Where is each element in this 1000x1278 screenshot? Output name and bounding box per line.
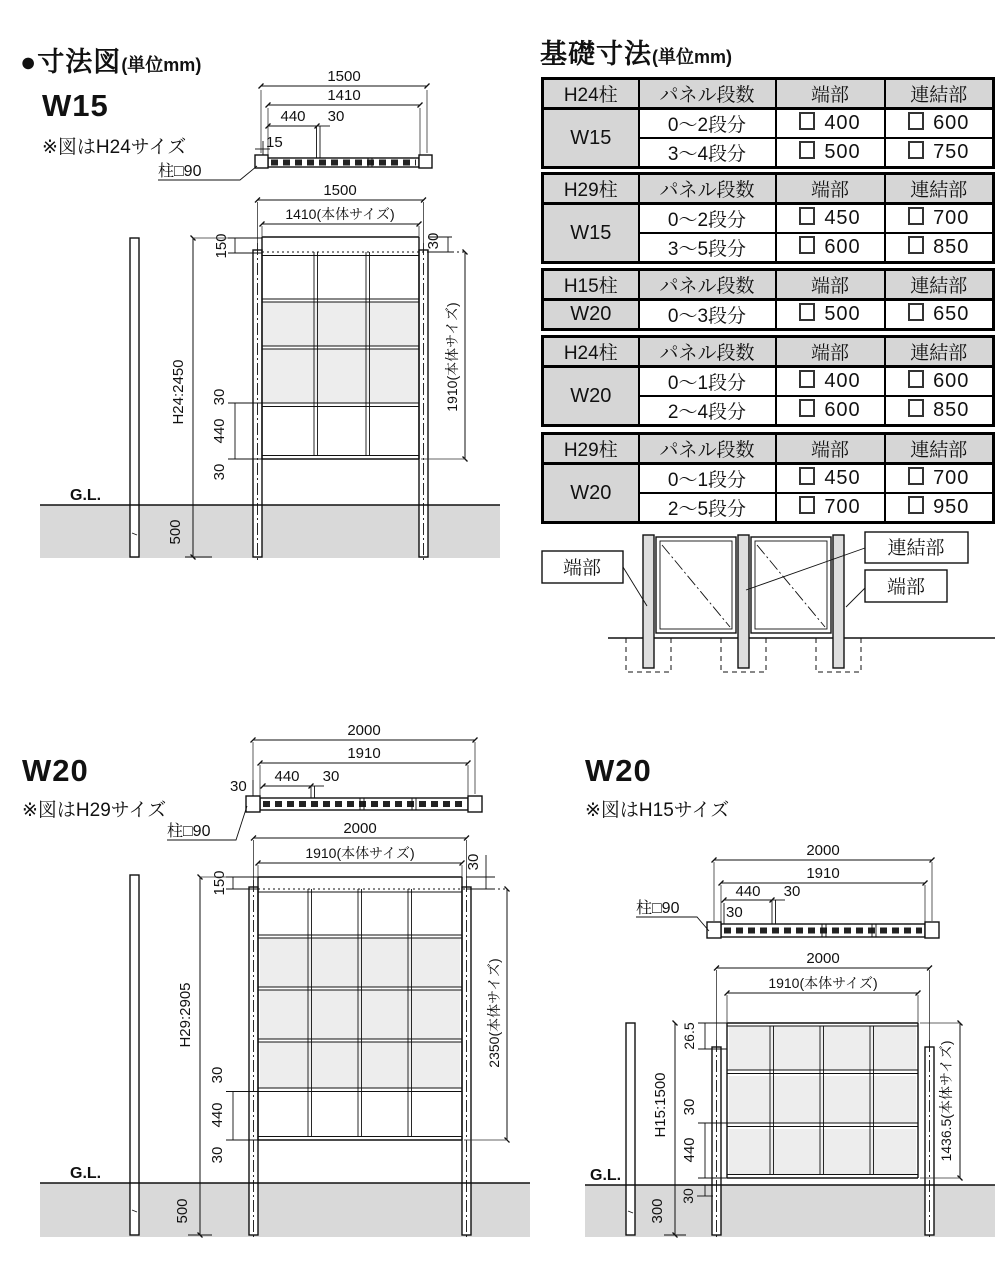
joint-value: 600 xyxy=(933,112,970,134)
square-dimension-icon xyxy=(799,141,815,159)
edge-cell xyxy=(776,138,885,168)
square-dimension-icon xyxy=(908,236,924,254)
page-title-dimensions xyxy=(20,40,201,79)
edge-value: 500 xyxy=(824,303,861,325)
w20h29-plan-dim-seg30: 30 xyxy=(322,768,340,785)
edge-cell xyxy=(776,109,885,139)
edge-cell xyxy=(776,367,885,397)
w20h15-elev-dim-depth: 300 xyxy=(649,1198,666,1224)
size-cell: W20 xyxy=(543,300,639,330)
w20h29-plan-post-left xyxy=(246,796,260,812)
table-header-row xyxy=(543,270,994,300)
w20h15-plan-dim-body: 1910 xyxy=(806,865,840,882)
dimensions-title-text: ●寸法図 xyxy=(20,47,122,77)
joint-cell xyxy=(885,233,994,263)
edge-cell xyxy=(776,464,885,494)
w15-gl-label: G.L. xyxy=(70,487,102,504)
edge-value: 500 xyxy=(824,141,861,163)
w20h29-elev-dim-b30b: 30 xyxy=(209,1146,226,1164)
w20h29-elev-dim-body: 1910(本体サイズ) xyxy=(305,845,415,861)
w20h15-elev-dim-b440: 440 xyxy=(681,1137,698,1163)
w20h15-elev-dim-gl30: 30 xyxy=(680,1188,696,1204)
edge-value: 700 xyxy=(824,496,861,518)
w20h29-plan-post-right xyxy=(468,796,482,812)
legend-edge-left-label: 端部 xyxy=(562,558,602,579)
col-joint: 連結部 xyxy=(885,270,994,300)
joint-value: 850 xyxy=(933,236,970,258)
w20h29-plan-dim-body: 1910 xyxy=(347,745,381,762)
w20h29-gl-label: G.L. xyxy=(70,1165,102,1182)
w20h15-gl-label: G.L. xyxy=(590,1167,622,1184)
square-dimension-icon xyxy=(908,370,924,388)
table-row xyxy=(543,464,994,494)
w20h15-model-note: ※図はH15サイズ xyxy=(585,800,730,821)
w20h29-elev-dim-posth: H29:2905 xyxy=(177,982,194,1048)
w20h29-elev-dim-b440: 440 xyxy=(209,1102,226,1128)
square-dimension-icon xyxy=(799,112,815,130)
edge-cell xyxy=(776,204,885,234)
joint-value: 650 xyxy=(933,303,970,325)
w20h29-plan-view xyxy=(167,722,482,840)
square-dimension-icon xyxy=(908,399,924,417)
edge-cell xyxy=(776,300,885,330)
foundation-table-h29-w20 xyxy=(541,432,995,524)
joint-cell xyxy=(885,300,994,330)
w20h29-plan-dim-overall: 2000 xyxy=(347,722,381,739)
w15-elev-dim-b30b: 30 xyxy=(211,463,228,481)
col-steps: パネル段数 xyxy=(639,434,776,464)
w20h29-plan-dim-seg: 440 xyxy=(274,768,300,785)
foundation-title-text: 基礎寸法 xyxy=(540,39,652,69)
table-row xyxy=(543,300,994,330)
w20h15-pillar-label: 柱□90 xyxy=(636,900,680,917)
w15-plan-dim-seg: 440 xyxy=(280,108,306,125)
square-dimension-icon xyxy=(799,370,815,388)
w20h15-elev-dim-posth: H15:1500 xyxy=(652,1072,669,1138)
w20h15-plan-dim-seg30: 30 xyxy=(783,883,801,900)
size-cell: W15 xyxy=(543,109,639,168)
w20h15-plan-post-left xyxy=(707,922,721,938)
steps-cell: 0〜2段分 xyxy=(639,204,776,234)
size-cell: W20 xyxy=(543,464,639,523)
col-joint: 連結部 xyxy=(885,434,994,464)
dimensions-unit-text: (単位mm) xyxy=(121,55,202,75)
joint-value: 700 xyxy=(933,207,970,229)
edge-cell xyxy=(776,233,885,263)
edge-cell xyxy=(776,493,885,523)
steps-cell: 3〜4段分 xyxy=(639,138,776,168)
col-steps: パネル段数 xyxy=(639,174,776,204)
w15-plan-dim-body: 1410 xyxy=(327,87,361,104)
square-dimension-icon xyxy=(799,399,815,417)
square-dimension-icon xyxy=(908,112,924,130)
joint-cell xyxy=(885,109,994,139)
w20h29-elev-dim-top150: 150 xyxy=(211,870,228,896)
w20h15-plan-dim-overall: 2000 xyxy=(806,842,840,859)
steps-cell: 3〜5段分 xyxy=(639,233,776,263)
col-steps: パネル段数 xyxy=(639,79,776,109)
w15-elev-dim-top150: 150 xyxy=(213,233,230,259)
foundation-legend-diagram xyxy=(542,532,995,672)
size-cell: W20 xyxy=(543,367,639,426)
joint-value: 600 xyxy=(933,370,970,392)
table-row xyxy=(543,204,994,234)
w20h29-plan-dim-left30: 30 xyxy=(230,778,247,795)
square-dimension-icon xyxy=(908,207,924,225)
legend-post-center xyxy=(738,535,749,668)
w20h15-side-post xyxy=(626,1023,635,1235)
foundation-table-h24-w20 xyxy=(541,335,995,427)
col-steps: パネル段数 xyxy=(639,270,776,300)
w15-elev-dim-posth: H24:2450 xyxy=(170,359,187,425)
foundation-table-h24-w15 xyxy=(541,77,995,169)
w20h15-elev-dim-b30a: 30 xyxy=(681,1098,698,1116)
joint-cell xyxy=(885,464,994,494)
w15-plan-dim-overall: 1500 xyxy=(327,68,361,85)
edge-value: 450 xyxy=(824,467,861,489)
w15-elev-dim-overall: 1500 xyxy=(323,182,357,199)
w15-plan-view xyxy=(158,68,432,180)
col-pillar: H29柱 xyxy=(543,434,639,464)
steps-cell: 0〜3段分 xyxy=(639,300,776,330)
table-row xyxy=(543,367,994,397)
w20h29-pillar-label: 柱□90 xyxy=(167,823,211,840)
col-pillar: H15柱 xyxy=(543,270,639,300)
edge-value: 400 xyxy=(824,112,861,134)
edge-value: 400 xyxy=(824,370,861,392)
table-header-row xyxy=(543,337,994,367)
w20h15-elev-dim-body: 1910(本体サイズ) xyxy=(768,975,878,991)
w20h15-elevation-view xyxy=(585,950,995,1240)
w15-elev-dim-top30: 30 xyxy=(425,232,442,250)
size-cell: W15 xyxy=(543,204,639,263)
w20h29-elevation-view xyxy=(40,820,530,1240)
legend-joint-label: 連結部 xyxy=(887,538,945,559)
square-dimension-icon xyxy=(799,303,815,321)
table-row xyxy=(543,109,994,139)
w15-model-note: ※図はH24サイズ xyxy=(42,137,187,158)
joint-cell xyxy=(885,367,994,397)
w20h15-elev-dim-bodyh: 1436.5(本体サイズ) xyxy=(938,1040,954,1162)
w15-side-post xyxy=(130,238,139,557)
w15-elev-dim-body: 1410(本体サイズ) xyxy=(285,206,395,222)
joint-cell xyxy=(885,204,994,234)
steps-cell: 0〜1段分 xyxy=(639,367,776,397)
edge-value: 600 xyxy=(824,399,861,421)
w20h15-plan-view xyxy=(636,842,939,938)
w15-elev-dim-bodyh: 1910(本体サイズ) xyxy=(444,302,460,412)
col-edge: 端部 xyxy=(776,434,885,464)
edge-cell xyxy=(776,396,885,426)
w20h15-model-label: W20 xyxy=(585,753,652,788)
col-pillar: H29柱 xyxy=(543,174,639,204)
w20h29-model-note: ※図はH29サイズ xyxy=(22,800,167,821)
square-dimension-icon xyxy=(908,141,924,159)
joint-cell xyxy=(885,396,994,426)
square-dimension-icon xyxy=(908,496,924,514)
square-dimension-icon xyxy=(799,207,815,225)
square-dimension-icon xyxy=(908,303,924,321)
joint-cell xyxy=(885,138,994,168)
w20h29-model-label: W20 xyxy=(22,753,89,788)
legend-edge-right-label: 端部 xyxy=(886,577,926,598)
foundation-unit-text: (単位mm) xyxy=(652,47,732,67)
steps-cell: 2〜4段分 xyxy=(639,396,776,426)
w15-elev-dim-b30a: 30 xyxy=(211,388,228,406)
w15-plan-dim-edge15: 15 xyxy=(266,134,283,151)
square-dimension-icon xyxy=(908,467,924,485)
w20h15-plan-dim-seg: 440 xyxy=(735,883,761,900)
w15-elev-dim-b440: 440 xyxy=(211,418,228,444)
table-header-row xyxy=(543,174,994,204)
steps-cell: 0〜1段分 xyxy=(639,464,776,494)
legend-post-right xyxy=(833,535,844,668)
steps-cell: 0〜2段分 xyxy=(639,109,776,139)
col-edge: 端部 xyxy=(776,270,885,300)
w15-elev-dim-depth: 500 xyxy=(167,519,184,545)
col-joint: 連結部 xyxy=(885,174,994,204)
foundation-table-h29-w15 xyxy=(541,172,995,264)
w20h29-elev-dim-depth: 500 xyxy=(174,1198,191,1224)
w20h15-plan-dim-left30: 30 xyxy=(726,904,743,921)
foundation-table-h15-w20 xyxy=(541,268,995,331)
edge-value: 600 xyxy=(824,236,861,258)
w20h29-side-post xyxy=(130,875,139,1235)
w20h29-elev-dim-bodyh: 2350(本体サイズ) xyxy=(486,958,502,1068)
col-joint: 連結部 xyxy=(885,337,994,367)
edge-value: 450 xyxy=(824,207,861,229)
foundation-title xyxy=(540,32,732,71)
joint-value: 750 xyxy=(933,141,970,163)
square-dimension-icon xyxy=(799,236,815,254)
w15-pillar-label: 柱□90 xyxy=(158,163,202,180)
w20h15-elev-dim-overall: 2000 xyxy=(806,950,840,967)
col-edge: 端部 xyxy=(776,337,885,367)
w20h29-elev-dim-overall: 2000 xyxy=(343,820,377,837)
w20h15-plan-post-right xyxy=(925,922,939,938)
w20h29-elev-dim-top30: 30 xyxy=(465,853,482,871)
w15-model-label: W15 xyxy=(42,88,109,123)
joint-value: 850 xyxy=(933,399,970,421)
joint-cell xyxy=(885,493,994,523)
w15-plan-post-right xyxy=(419,155,432,168)
col-pillar: H24柱 xyxy=(543,79,639,109)
w15-plan-dim-seg30: 30 xyxy=(327,108,345,125)
steps-cell: 2〜5段分 xyxy=(639,493,776,523)
joint-value: 950 xyxy=(933,496,970,518)
w15-elevation-view xyxy=(40,182,500,562)
col-edge: 端部 xyxy=(776,174,885,204)
col-joint: 連結部 xyxy=(885,79,994,109)
w20h15-elev-dim-top265: 26.5 xyxy=(681,1022,697,1050)
w20h29-elev-dim-b30a: 30 xyxy=(209,1066,226,1084)
col-steps: パネル段数 xyxy=(639,337,776,367)
joint-value: 700 xyxy=(933,467,970,489)
col-pillar: H24柱 xyxy=(543,337,639,367)
square-dimension-icon xyxy=(799,467,815,485)
table-header-row xyxy=(543,434,994,464)
square-dimension-icon xyxy=(799,496,815,514)
col-edge: 端部 xyxy=(776,79,885,109)
table-header-row xyxy=(543,79,994,109)
